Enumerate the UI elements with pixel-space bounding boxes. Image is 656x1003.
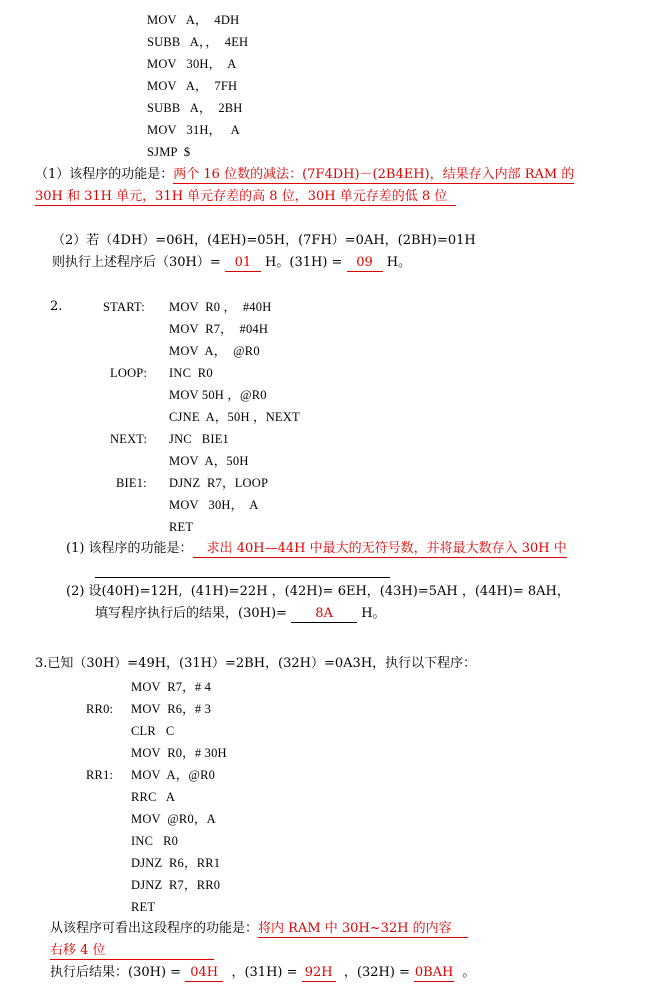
answer-blank-30h: 04H bbox=[185, 965, 223, 982]
code-line: CJNE A，50H ，NEXT bbox=[169, 410, 300, 424]
code-line: INC R0 bbox=[169, 366, 213, 380]
code-line: RET bbox=[131, 900, 156, 914]
answer-text: 将内 RAM 中 30H~32H 的内容 bbox=[258, 921, 468, 938]
code-line: MOV @R0，A bbox=[131, 812, 216, 826]
answer-blank-30h: 01 bbox=[225, 255, 261, 272]
code-line: MOV 30H， A bbox=[147, 57, 237, 71]
question-number: 2. bbox=[50, 299, 63, 314]
question-1-1 bbox=[35, 166, 574, 184]
code-line: MOV R7，# 4 bbox=[131, 680, 212, 694]
code-label: BIE1: bbox=[116, 476, 147, 490]
code-label: NEXT: bbox=[110, 432, 148, 446]
code-line: MOV R0 ， #40H bbox=[169, 300, 272, 314]
question-2-2-result: 填写程序执行后的结果，(30H)= 8A H。 bbox=[95, 606, 386, 621]
code-line: MOV R7， #04H bbox=[169, 322, 269, 336]
code-line: INC R0 bbox=[131, 834, 179, 848]
code-line: MOV R6，# 3 bbox=[131, 702, 212, 716]
answer-text: 30H 和 31H 单元，31H 单元存差的高 8 位，30H 单元存差的低 8 位 bbox=[35, 189, 448, 204]
code-line: SUBB A， 2BH bbox=[147, 101, 243, 115]
code-line: MOV 30H， A bbox=[169, 498, 259, 512]
code-line: SUBB A，， 4EH bbox=[147, 35, 249, 49]
answer-text: 求出 40H—44H 中最大的无符号数，并将最大数存入 30H 中 bbox=[193, 541, 567, 558]
answer-text: 右移 4 位 bbox=[50, 943, 214, 960]
answer-blank-31h: 92H bbox=[302, 965, 336, 982]
question-3-intro: 3.已知（30H）=49H，(31H）=2BH，(32H）=0A3H，执行以下程序： bbox=[35, 656, 477, 671]
code-label: LOOP: bbox=[110, 366, 148, 380]
question-label: 从该程序可看出这段程序的功能是： bbox=[50, 921, 259, 936]
code-line: MOV A，@R0 bbox=[131, 768, 216, 782]
code-label: RR0: bbox=[86, 702, 114, 716]
question-1-2-given: （2）若（4DH）=06H，(4EH)=05H，(7FH）=0AH，(2BH)=01H bbox=[52, 233, 476, 248]
code-line: MOV 50H ，@R0 bbox=[169, 388, 267, 402]
code-line: DJNZ R7，LOOP bbox=[169, 476, 269, 490]
answer-text: 两个 16 位数的减法：(7F4DH)－(2B4EH)，结果存入内部 RAM 的 bbox=[173, 167, 575, 182]
code-line: DJNZ R7，RR0 bbox=[131, 878, 221, 892]
question-2-1 bbox=[66, 540, 567, 558]
code-line: MOV A，50H bbox=[169, 454, 249, 468]
code-line: DJNZ R6，RR1 bbox=[131, 856, 221, 870]
code-line: CLR C bbox=[131, 724, 175, 738]
question-3-function bbox=[50, 920, 468, 938]
code-line: MOV A， @R0 bbox=[169, 344, 260, 358]
code-line: MOV R0，# 30H bbox=[131, 746, 227, 760]
answer-continuation bbox=[50, 942, 214, 960]
code-line: SJMP $ bbox=[147, 145, 191, 159]
code-line: JNC BIE1 bbox=[169, 432, 229, 446]
answer-continuation bbox=[35, 188, 456, 206]
code-line: MOV 31H， A bbox=[147, 123, 240, 137]
code-line: MOV A， 4DH bbox=[147, 13, 240, 27]
code-line: MOV A， 7FH bbox=[147, 79, 238, 93]
answer-underline bbox=[95, 577, 390, 578]
question-label: (1) 该程序的功能是： bbox=[66, 541, 193, 556]
question-1-2-result: 则执行上述程序后（30H）= 01 H。(31H) = 09 H。 bbox=[52, 255, 412, 270]
answer-blank-32h: 0BAH bbox=[414, 965, 454, 980]
question-3-result: 执行后结果：(30H) = 04H ，(31H) = 92H ，(32H) = 0BAH 。 bbox=[50, 965, 476, 980]
question-label: （1）该程序的功能是： bbox=[35, 167, 174, 182]
answer-blank-31h: 09 bbox=[347, 255, 383, 272]
code-line: RET bbox=[169, 520, 194, 534]
answer-blank-30h: 8A bbox=[291, 606, 357, 623]
code-label: RR1: bbox=[86, 768, 114, 782]
code-line: RRC A bbox=[131, 790, 176, 804]
code-label: START: bbox=[103, 300, 145, 314]
question-2-2-given: (2) 设(40H)=12H, (41H)=22H ，(42H)= 6EH，(43H)=5AH ，(44H)= 8AH， bbox=[66, 584, 570, 599]
